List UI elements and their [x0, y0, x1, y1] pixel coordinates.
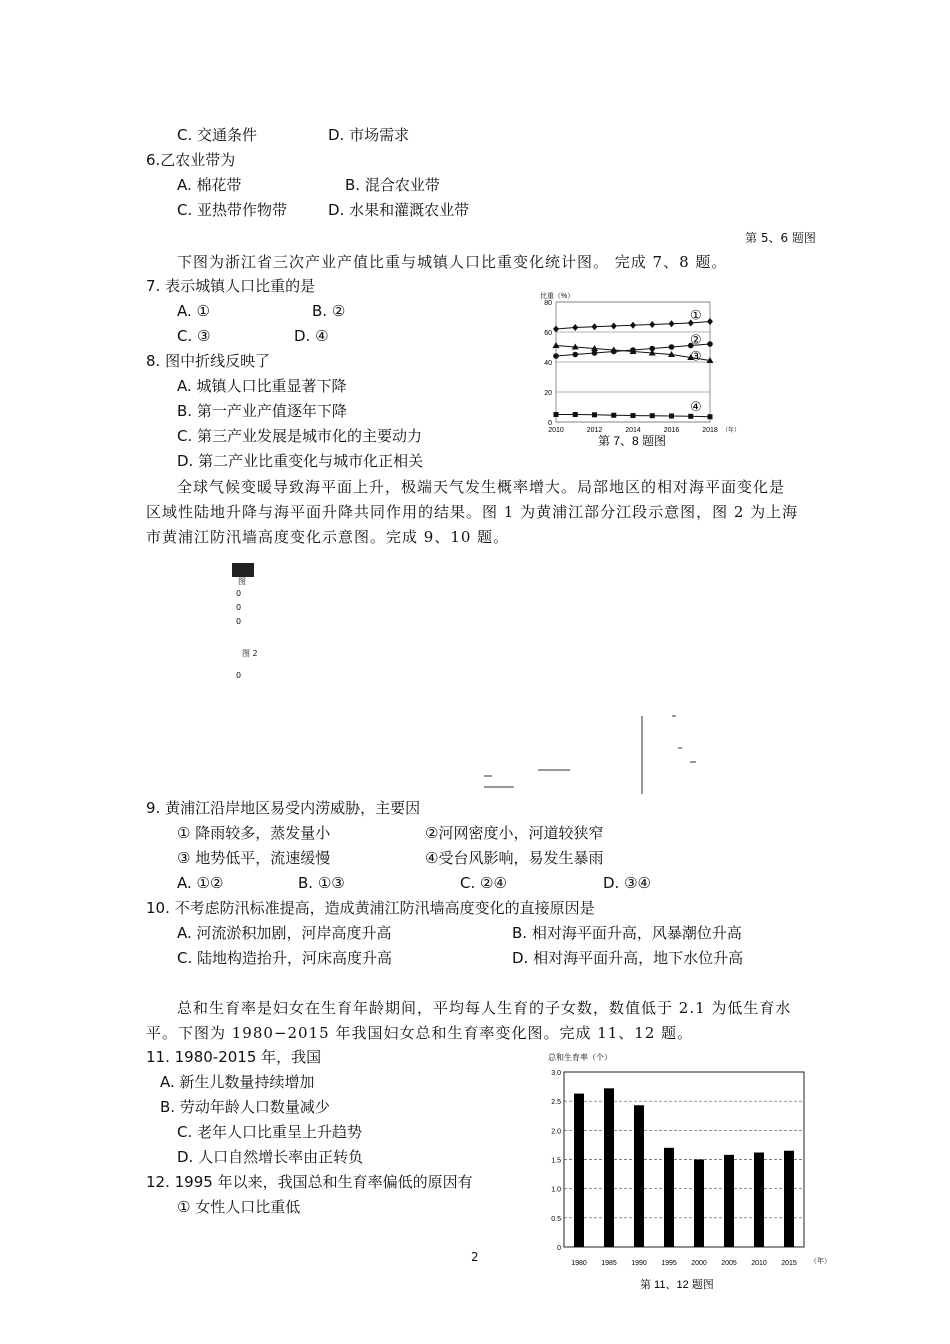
line-chart-xtick: 2012: [586, 427, 603, 434]
line-point: [611, 413, 616, 418]
fertility-bar-chart: [540, 1048, 840, 1296]
bar-chart-xtick: 2005: [721, 1260, 737, 1267]
line-point: [669, 414, 674, 419]
q9-item-3: ③ 地势低平，流速缓慢: [177, 849, 331, 867]
line-point: [631, 413, 636, 418]
q11-stem: 11. 1980-2015 年，我国: [146, 1048, 322, 1066]
line-point: [630, 322, 636, 329]
q11-option-b: B. 劳动年龄人口数量减少: [160, 1098, 330, 1116]
q9-option-c: C. ②④: [460, 874, 507, 892]
bar-chart-ytick: 3.0: [551, 1070, 561, 1077]
bar-chart-ytick: 2.5: [551, 1099, 561, 1107]
garbled-text-6: 0: [236, 671, 242, 680]
line-chart-xtick: 2016: [663, 427, 680, 434]
line-point: [554, 412, 559, 417]
intro-1112-line2: 平。下图为 1980−2015 年我国妇女总和生育率变化图。完成 11、12 题。: [146, 1024, 694, 1042]
q12-stem: 12. 1995 年以来，我国总和生育率偏低的原因有: [146, 1173, 473, 1191]
garbled-figure-remnant: [232, 563, 260, 683]
line-point: [688, 414, 693, 419]
line-point: [707, 318, 713, 325]
garbled-text-4: 0: [236, 617, 242, 626]
flood-wall-figure-remnant: [480, 708, 710, 796]
q11-option-a: A. 新生儿数量持续增加: [160, 1073, 315, 1091]
line-chart-ytick: 80: [544, 300, 552, 307]
line-chart-xtick: 2018: [702, 427, 718, 434]
line-point: [592, 412, 597, 417]
line-point: [572, 352, 578, 358]
bar-chart-ytick: 0: [557, 1245, 561, 1252]
q10-option-c: C. 陆地构造抬升，河床高度升高: [177, 949, 393, 967]
line-chart-xtick: 2010: [548, 427, 564, 434]
q7-option-a: A. ①: [177, 302, 210, 320]
q9-option-a: A. ①②: [177, 874, 224, 892]
bar-2005: [724, 1155, 734, 1247]
line-point: [572, 324, 578, 331]
line-chart-caption: 第 7、8 题图: [598, 434, 667, 448]
bar-2010: [754, 1153, 764, 1248]
bar-chart-ytick: 2.0: [551, 1128, 561, 1136]
q12-item-1: ① 女性人口比重低: [177, 1198, 301, 1216]
q10-option-b: B. 相对海平面升高，风暴潮位升高: [512, 924, 742, 942]
garbled-text-1: 图: [238, 577, 246, 586]
line-point: [669, 320, 675, 327]
q7-option-d: D. ④: [294, 327, 329, 345]
line-chart-ytick: 20: [544, 390, 552, 397]
bar-1990: [634, 1105, 644, 1247]
bar-2015: [784, 1151, 794, 1247]
line-chart-ylabel: 比重（%）: [540, 293, 575, 300]
line-chart-ytick: 0: [548, 420, 552, 427]
line-chart-xlabel: （年）: [722, 428, 741, 434]
bar-1985: [604, 1088, 614, 1247]
bar-chart-xtick: 1995: [661, 1260, 677, 1267]
bar-chart-xtick: 1980: [571, 1260, 587, 1267]
line-point: [669, 344, 675, 350]
page-number: 2: [471, 1250, 479, 1264]
q8-stem: 8. 图中折线反映了: [146, 352, 271, 370]
line-point: [553, 353, 559, 359]
line-series-label: ④: [690, 398, 702, 414]
bar-chart-ytick: 0.5: [551, 1215, 561, 1223]
line-point: [592, 323, 598, 330]
q7-option-b: B. ②: [312, 302, 346, 320]
line-chart-xtick: 2014: [625, 427, 641, 434]
garbled-text-5: 图 2: [242, 649, 258, 658]
bar-chart-xtick: 2015: [781, 1260, 797, 1267]
bar-1995: [664, 1148, 674, 1247]
line-series-label: ①: [690, 307, 702, 323]
line-chart-ytick: 40: [544, 360, 552, 367]
line-chart-ytick: 60: [544, 330, 552, 337]
q7-option-c: C. ③: [177, 327, 211, 345]
q9-option-d: D. ③④: [603, 874, 651, 892]
bar-2000: [694, 1160, 704, 1248]
bar-chart-xtick: 2010: [751, 1260, 767, 1267]
q10-stem: 10. 不考虑防汛标准提高，造成黄浦江防汛墙高度变化的直接原因是: [146, 899, 595, 917]
q11-option-d: D. 人口自然增长率由正转负: [177, 1148, 364, 1166]
intro-78: 下图为浙江省三次产业产值比重与城镇人口比重变化统计图。 完成 7、8 题。: [177, 253, 728, 271]
intro-910-line2: 区域性陆地升降与海平面升降共同作用的结果。图 1 为黄浦江部分江段示意图，图 2 为上海: [146, 503, 799, 521]
q10-option-d: D. 相对海平面升高，地下水位升高: [512, 949, 744, 967]
line-point: [573, 412, 578, 417]
q11-option-c: C. 老年人口比重呈上升趋势: [177, 1123, 363, 1141]
intro-910-line3: 市黄浦江防汛墙高度变化示意图。完成 9、10 题。: [146, 528, 510, 546]
line-point: [611, 323, 617, 330]
q8-option-b: B. 第一产业产值逐年下降: [177, 402, 347, 420]
intro-910-line1: 全球气候变暖导致海平面上升，极端天气发生概率增大。局部地区的相对海平面变化是: [177, 478, 786, 496]
q5-option-d: D. 市场需求: [328, 126, 410, 144]
q6-option-c: C. 亚热带作物带: [177, 201, 288, 219]
q7-stem: 7. 表示城镇人口比重的是: [146, 277, 316, 295]
bar-chart-xtick: 2000: [691, 1260, 707, 1267]
q10-option-a: A. 河流淤积加剧，河岸高度升高: [177, 924, 392, 942]
bar-chart-caption: 第 11、12 题图: [640, 1279, 714, 1291]
garbled-text-2: 0: [236, 589, 242, 598]
bar-chart-ylabel: 总和生育率（个）: [548, 1053, 612, 1062]
line-point: [708, 414, 713, 419]
bar-chart-xtick: 1990: [631, 1260, 647, 1267]
bar-chart-ytick: 1.5: [551, 1157, 561, 1165]
bar-chart-xtick: 1985: [601, 1260, 617, 1267]
intro-1112-line1: 总和生育率是妇女在生育年龄期间，平均每人生育的子女数，数值低于 2.1 为低生育水: [177, 999, 792, 1017]
bar-1980: [574, 1094, 584, 1247]
line-point: [553, 342, 560, 348]
garbled-block: [232, 563, 254, 577]
q8-option-d: D. 第二产业比重变化与城市化正相关: [177, 452, 424, 470]
q6-stem: 6.乙农业带为: [146, 151, 236, 169]
line-point: [707, 341, 713, 347]
line-point: [553, 326, 559, 333]
line-series-label: ②: [690, 332, 702, 347]
q9-stem: 9. 黄浦江沿岸地区易受内涝威胁，主要因: [146, 799, 421, 817]
fig56-caption: 第 5、6 题图: [745, 231, 816, 245]
q8-option-a: A. 城镇人口比重显著下降: [177, 377, 347, 395]
line-point: [650, 413, 655, 418]
q6-option-a: A. 棉花带: [177, 176, 242, 194]
line-point: [649, 321, 655, 328]
q6-option-d: D. 水果和灌溉农业带: [328, 201, 470, 219]
garbled-text-3: 0: [236, 603, 242, 612]
q9-item-2: ②河网密度小，河道较狭窄: [425, 824, 604, 842]
q6-option-b: B. 混合农业带: [345, 176, 440, 194]
line-series-label: ③: [690, 348, 702, 364]
line-point: [592, 350, 598, 356]
q5-option-c: C. 交通条件: [177, 126, 258, 144]
urbanization-line-chart: [530, 290, 750, 455]
q9-item-4: ④受台风影响，易发生暴雨: [425, 849, 604, 867]
q8-option-c: C. 第三产业发展是城市化的主要动力: [177, 427, 423, 445]
bar-chart-xlabel: （年）: [810, 1258, 831, 1265]
bar-chart-ytick: 1.0: [551, 1186, 561, 1194]
q9-option-b: B. ①③: [298, 874, 345, 892]
q9-item-1: ① 降雨较多，蒸发量小: [177, 824, 331, 842]
